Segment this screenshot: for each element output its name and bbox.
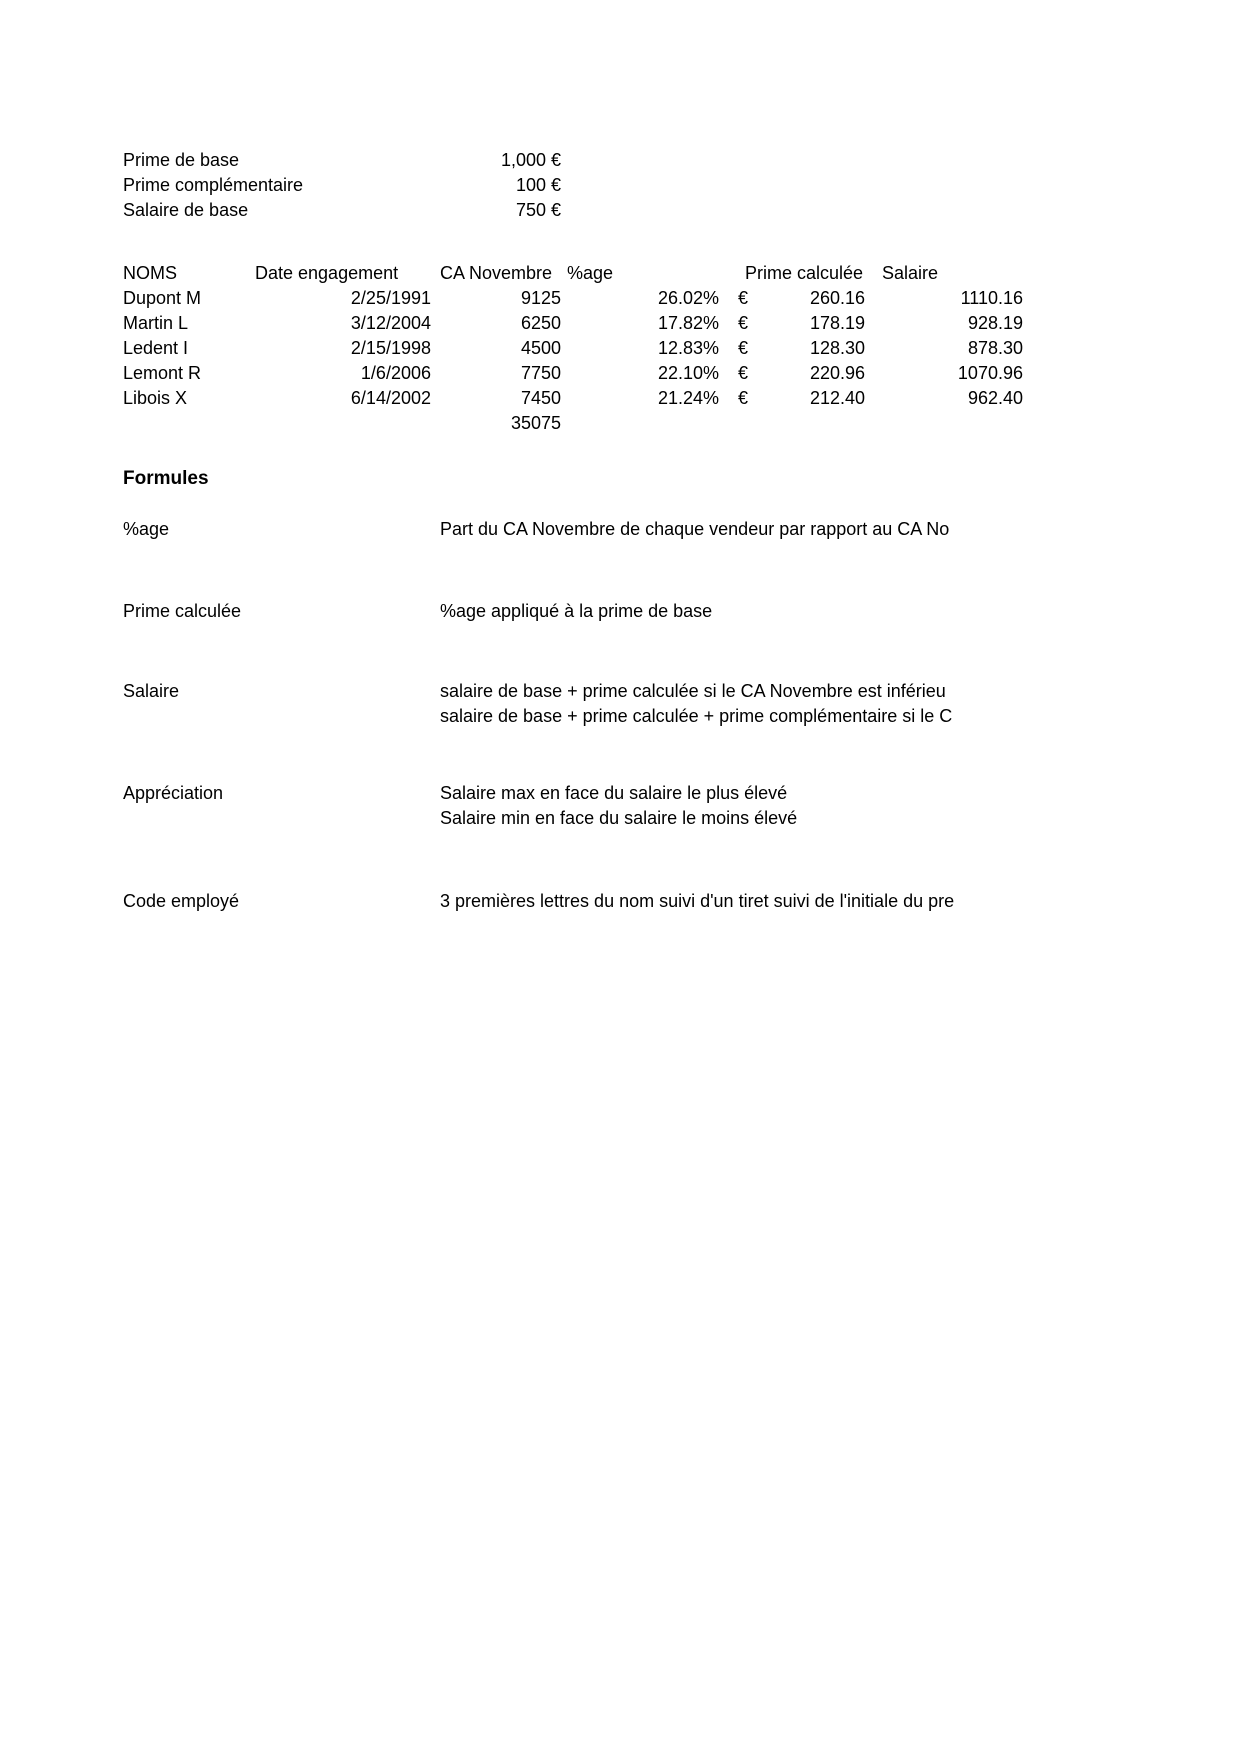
cell-date-engagement: 1/6/2006 [360, 363, 431, 383]
euro-sign: € [738, 363, 749, 383]
table-row [123, 386, 1023, 411]
cell-name: Lemont R [123, 363, 202, 383]
cell-date-engagement: 3/12/2004 [350, 313, 431, 333]
formula-item-code-employe [123, 889, 1028, 914]
euro-sign: € [738, 338, 749, 358]
cell-percentage: 21.24% [657, 388, 719, 408]
cell-percentage: 17.82% [657, 313, 719, 333]
constant-label: Prime de base [123, 150, 240, 170]
cell-date-engagement: 2/25/1991 [350, 288, 431, 308]
cell-ca-novembre: 7750 [520, 363, 561, 383]
cell-prime-calculee: 220.96 [809, 363, 865, 383]
column-header-date-engagement: Date engagement [255, 263, 399, 283]
cell-ca-novembre: 4500 [520, 338, 561, 358]
cell-date-engagement: 6/14/2002 [350, 388, 431, 408]
formula-item-percentage [123, 517, 1028, 542]
cell-ca-novembre: 9125 [520, 288, 561, 308]
formula-description-line: salaire de base + prime calculée si le CA Novembre est inférieu [440, 681, 946, 701]
formules-heading: Formules [123, 468, 209, 489]
cell-percentage: 26.02% [657, 288, 719, 308]
euro-sign: € [738, 388, 749, 408]
formula-description-line: Salaire min en face du salaire le moins élevé [440, 808, 798, 828]
cell-prime-calculee: 128.30 [809, 338, 865, 358]
constants-block [123, 148, 561, 223]
constant-row [123, 173, 561, 198]
formula-term: Code employé [123, 891, 240, 911]
cell-salaire: 878.30 [967, 338, 1023, 358]
formula-term: Prime calculée [123, 601, 242, 621]
column-header-percentage: %age [567, 263, 614, 283]
table-row [123, 361, 1023, 386]
cell-prime-calculee: 212.40 [809, 388, 865, 408]
formula-item-salaire [123, 679, 1028, 729]
constant-row [123, 198, 561, 223]
formula-description-line: 3 premières lettres du nom suivi d'un tiret suivi de l'initiale du pre [440, 891, 955, 911]
cell-salaire: 1070.96 [957, 363, 1023, 383]
cell-name: Martin L [123, 313, 189, 333]
formula-term: %age [123, 519, 170, 539]
column-header-salaire: Salaire [882, 263, 939, 283]
column-header-ca-novembre: CA Novembre [440, 263, 553, 283]
cell-percentage: 12.83% [657, 338, 719, 358]
constant-label: Prime complémentaire [123, 175, 304, 195]
total-ca-value: 35075 [510, 413, 561, 433]
formula-description-line: salaire de base + prime calculée + prime complémentaire si le C [440, 706, 953, 726]
formula-item-appreciation [123, 781, 1028, 831]
constant-value: 1,000 € [500, 150, 561, 170]
formula-description-line: %age appliqué à la prime de base [440, 601, 713, 621]
cell-percentage: 22.10% [657, 363, 719, 383]
table-row [123, 336, 1023, 361]
constant-value: 750 € [515, 200, 561, 220]
formula-description-line: Salaire max en face du salaire le plus élevé [440, 783, 788, 803]
cell-name: Libois X [123, 388, 188, 408]
constant-value: 100 € [515, 175, 561, 195]
cell-prime-calculee: 260.16 [809, 288, 865, 308]
formula-term: Salaire [123, 681, 180, 701]
table-total-row [123, 411, 1023, 436]
cell-ca-novembre: 7450 [520, 388, 561, 408]
table-row [123, 286, 1023, 311]
euro-sign: € [738, 288, 749, 308]
cell-salaire: 928.19 [967, 313, 1023, 333]
table-header-row [123, 261, 1023, 286]
cell-salaire: 962.40 [967, 388, 1023, 408]
formula-term: Appréciation [123, 783, 224, 803]
cell-name: Dupont M [123, 288, 202, 308]
cell-prime-calculee: 178.19 [809, 313, 865, 333]
formula-description-line: Part du CA Novembre de chaque vendeur par rapport au CA No [440, 519, 950, 539]
formula-item-prime-calculee [123, 599, 1028, 624]
cell-name: Ledent I [123, 338, 189, 358]
column-header-noms: NOMS [123, 263, 177, 283]
cell-salaire: 1110.16 [960, 288, 1023, 308]
table-row [123, 311, 1023, 336]
euro-sign: € [738, 313, 749, 333]
constant-label: Salaire de base [123, 200, 249, 220]
cell-ca-novembre: 6250 [520, 313, 561, 333]
constant-row [123, 148, 561, 173]
salary-table [123, 261, 1023, 436]
cell-date-engagement: 2/15/1998 [350, 338, 431, 358]
column-header-prime-calculee: Prime calculée [744, 263, 863, 283]
